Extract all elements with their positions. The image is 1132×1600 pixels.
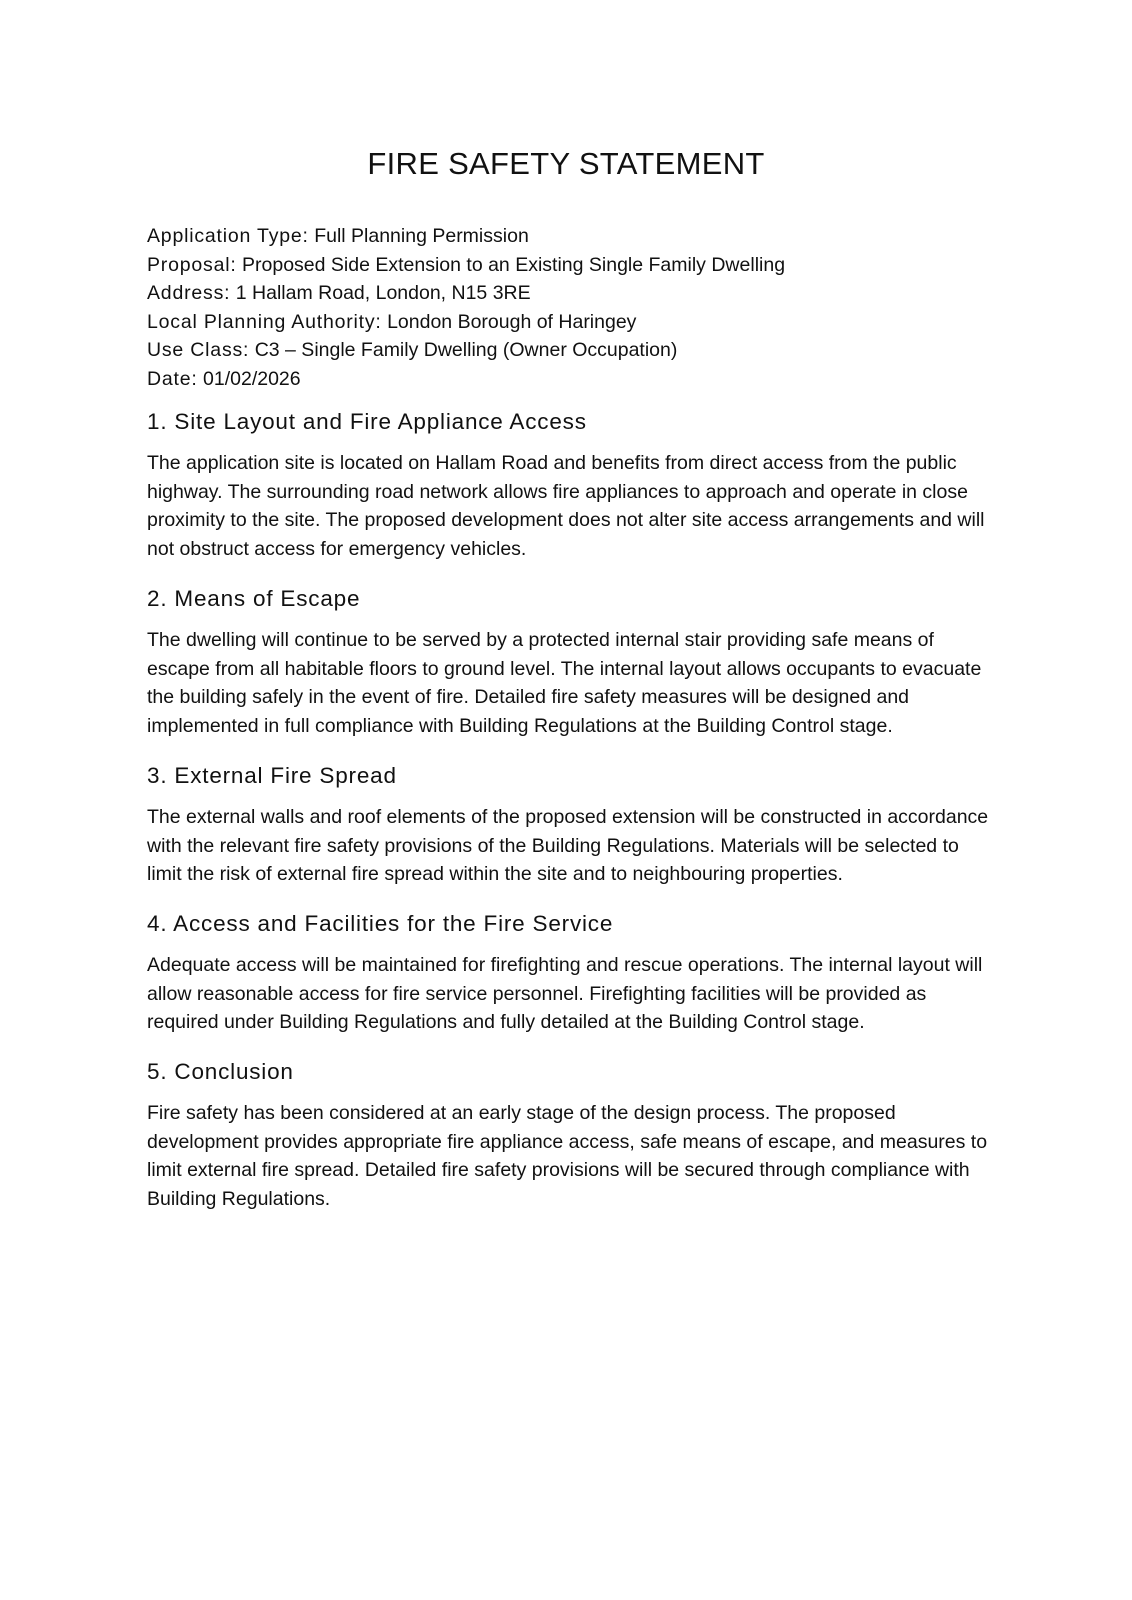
section-heading: 4. Access and Facilities for the Fire Service <box>147 911 614 936</box>
section-site-layout <box>147 407 997 563</box>
section-external-fire-spread <box>147 761 997 889</box>
meta-address <box>147 279 785 308</box>
section-means-of-escape <box>147 584 997 740</box>
section-body: Adequate access will be maintained for firefighting and rescue operations. The internal layout will allow reasonable access for fire service personnel. Firefighting facilities will be provided as required under Building Regulations and fully detailed at the Building Control stage. <box>147 954 983 1033</box>
section-heading: 2. Means of Escape <box>147 586 361 611</box>
meta-value: Full Planning Permission <box>314 225 529 247</box>
meta-value: Proposed Side Extension to an Existing Single Family Dwelling <box>242 253 786 276</box>
meta-date <box>147 365 785 394</box>
meta-value: 1 Hallam Road, London, N15 3RE <box>235 282 531 304</box>
meta-value: London Borough of Haringey <box>387 310 637 333</box>
section-body: The application site is located on Hallam Road and benefits from direct access from the public highway. The surrounding road network allows fire appliances to approach and operate in close proximity to the site. The proposed development does not alter site access arrangements and will not obstruct access for emergency vehicles. <box>147 452 985 560</box>
meta-label: Use Class: <box>147 339 250 361</box>
application-details <box>147 222 785 393</box>
section-heading: 3. External Fire Spread <box>147 763 397 788</box>
meta-proposal <box>147 251 785 280</box>
section-conclusion <box>147 1057 997 1213</box>
section-heading: 1. Site Layout and Fire Appliance Access <box>147 409 587 434</box>
section-fire-service-access <box>147 909 997 1037</box>
meta-label: Local Planning Authority: <box>147 310 382 333</box>
section-heading: 5. Conclusion <box>147 1059 294 1084</box>
meta-value: C3 – Single Family Dwelling (Owner Occupation) <box>254 339 678 361</box>
meta-application-type <box>147 222 785 251</box>
meta-planning-authority <box>147 308 785 337</box>
meta-label: Address: <box>147 282 231 304</box>
meta-label: Application Type: <box>147 225 309 247</box>
meta-value: 01/02/2026 <box>203 367 301 390</box>
section-body: Fire safety has been considered at an early stage of the design process. The proposed development provides appropriate fire appliance access, safe means of escape, and measures to limit external fire spread. Detailed fire safety provisions will be secured through compliance with Building Regulations. <box>147 1102 988 1210</box>
meta-label: Proposal: <box>147 253 237 276</box>
section-body: The external walls and roof elements of the proposed extension will be constructed in accordance with the relevant fire safety provisions of the Building Regulations. Materials will be selected to limit the risk of external fire spread within the site and to neighbouring properties. <box>147 806 989 885</box>
meta-label: Date: <box>147 367 198 390</box>
section-body: The dwelling will continue to be served by a protected internal stair providing safe means of escape from all habitable floors to ground level. The internal layout allows occupants to evacuate the building safely in the event of fire. Detailed fire safety measures will be designed and implemented in full compliance with Building Regulations at the Building Control stage. <box>147 629 982 737</box>
meta-use-class <box>147 336 785 365</box>
document-title: FIRE SAFETY STATEMENT <box>367 146 765 181</box>
